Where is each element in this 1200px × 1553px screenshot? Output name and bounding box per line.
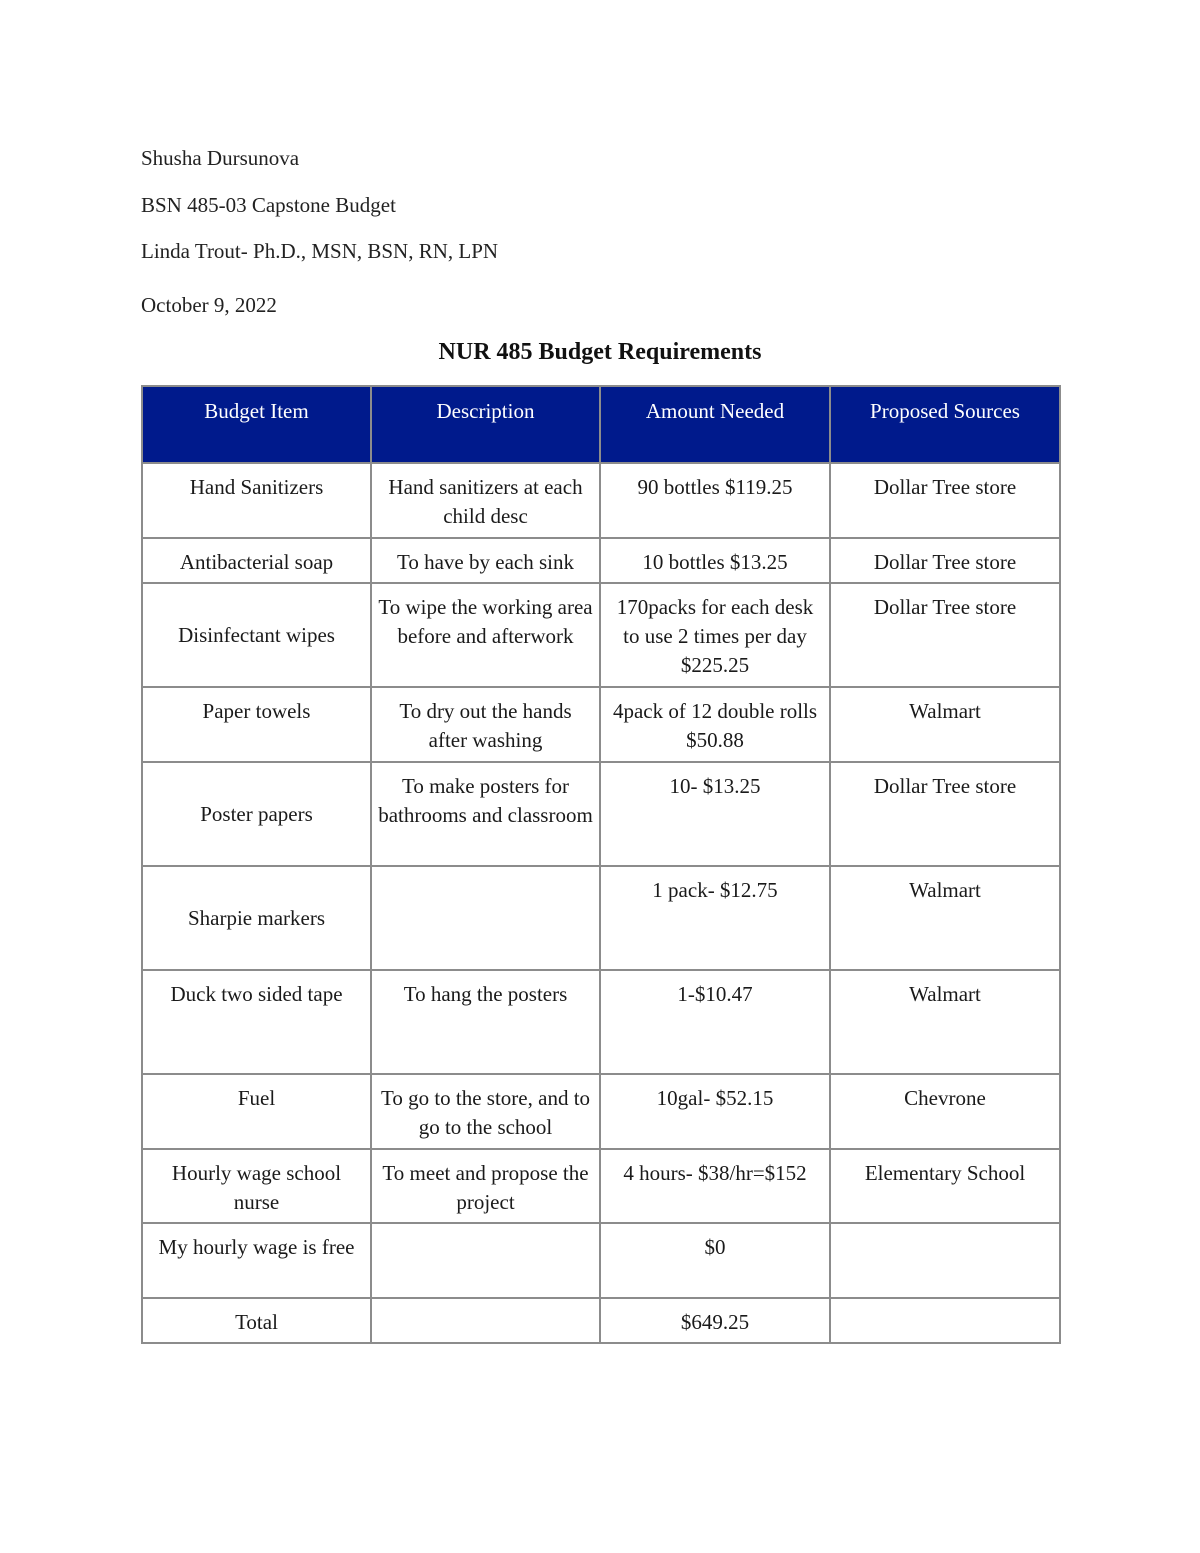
cell-item: Sharpie markers (142, 866, 371, 970)
cell-source: Walmart (830, 866, 1060, 970)
cell-amount: 4pack of 12 double rolls $50.88 (600, 687, 830, 762)
cell-description: To have by each sink (371, 538, 600, 583)
cell-description (371, 1223, 600, 1298)
document-title: NUR 485 Budget Requirements (438, 339, 762, 365)
cell-source: Dollar Tree store (830, 463, 1060, 538)
table-row (142, 970, 1060, 1074)
cell-description (371, 866, 600, 970)
cell-amount: $0 (600, 1223, 830, 1298)
header-description: Description (371, 386, 600, 463)
cell-item: Antibacterial soap (142, 538, 371, 583)
cell-source: Walmart (830, 970, 1060, 1074)
instructor-line: Linda Trout- Ph.D., MSN, BSN, RN, LPN (141, 239, 499, 263)
header-amount-needed: Amount Needed (600, 386, 830, 463)
cell-source: Dollar Tree store (830, 583, 1060, 687)
cell-amount: 10gal- $52.15 (600, 1074, 830, 1149)
header-proposed-sources: Proposed Sources (830, 386, 1060, 463)
cell-amount: 170packs for each desk to use 2 times per day $225.25 (600, 583, 830, 687)
table-row (142, 687, 1060, 762)
cell-source: Elementary School (830, 1149, 1060, 1223)
date-line: October 9, 2022 (141, 293, 277, 317)
table-row (142, 463, 1060, 538)
cell-source: Dollar Tree store (830, 762, 1060, 866)
table-row (142, 1149, 1060, 1223)
cell-description (371, 1298, 600, 1343)
table-row (142, 762, 1060, 866)
cell-item: Hourly wage school nurse (142, 1149, 371, 1223)
cell-amount: 10 bottles $13.25 (600, 538, 830, 583)
cell-description: To wipe the working area before and afterwork (371, 583, 600, 687)
table-row-total (142, 1298, 1060, 1343)
cell-description: To make posters for bathrooms and classroom (371, 762, 600, 866)
table-row (142, 866, 1060, 970)
cell-description: To dry out the hands after washing (371, 687, 600, 762)
cell-amount: 90 bottles $119.25 (600, 463, 830, 538)
cell-source: Dollar Tree store (830, 538, 1060, 583)
table-row (142, 1074, 1060, 1149)
cell-item: Hand Sanitizers (142, 463, 371, 538)
cell-source: Chevrone (830, 1074, 1060, 1149)
cell-description: To hang the posters (371, 970, 600, 1074)
cell-amount: 4 hours- $38/hr=$152 (600, 1149, 830, 1223)
course-line: BSN 485-03 Capstone Budget (141, 193, 396, 217)
cell-description: Hand sanitizers at each child desc (371, 463, 600, 538)
cell-amount: 1-$10.47 (600, 970, 830, 1074)
cell-item: Duck two sided tape (142, 970, 371, 1074)
cell-amount: $649.25 (600, 1298, 830, 1343)
table-header-row (142, 386, 1060, 463)
cell-description: To meet and propose the project (371, 1149, 600, 1223)
cell-source (830, 1298, 1060, 1343)
cell-amount: 1 pack- $12.75 (600, 866, 830, 970)
cell-item: Total (142, 1298, 371, 1343)
budget-table (141, 385, 1061, 1344)
cell-source (830, 1223, 1060, 1298)
cell-amount: 10- $13.25 (600, 762, 830, 866)
table-row (142, 1223, 1060, 1298)
cell-description: To go to the store, and to go to the school (371, 1074, 600, 1149)
cell-item: My hourly wage is free (142, 1223, 371, 1298)
cell-item: Poster papers (142, 762, 371, 866)
table-row (142, 538, 1060, 583)
table-row (142, 583, 1060, 687)
cell-source: Walmart (830, 687, 1060, 762)
cell-item: Paper towels (142, 687, 371, 762)
cell-item: Fuel (142, 1074, 371, 1149)
cell-item: Disinfectant wipes (142, 583, 371, 687)
header-budget-item: Budget Item (142, 386, 371, 463)
author-name: Shusha Dursunova (141, 146, 300, 170)
